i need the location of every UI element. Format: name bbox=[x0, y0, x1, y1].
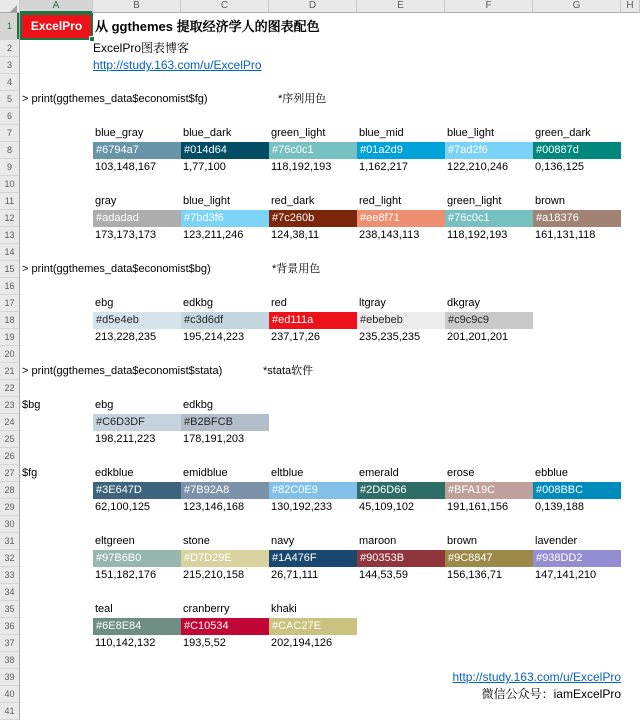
column-header-c[interactable]: C bbox=[181, 0, 269, 13]
row-header-37[interactable]: 37 bbox=[0, 635, 19, 652]
color-swatch-cell[interactable]: #6E8E84 bbox=[93, 618, 181, 635]
color-name-cell[interactable]: ebg bbox=[95, 297, 114, 309]
row-header-15[interactable]: 15 bbox=[0, 261, 19, 278]
color-swatch-cell[interactable]: #7B92A8 bbox=[181, 482, 269, 499]
color-name-cell[interactable]: eltblue bbox=[271, 467, 304, 479]
color-swatch-cell[interactable]: #c3d6df bbox=[181, 312, 269, 329]
color-rgb-cell[interactable]: 118,192,193 bbox=[447, 229, 508, 241]
row-header-31[interactable]: 31 bbox=[0, 533, 19, 550]
color-name-cell[interactable]: ebg bbox=[95, 399, 114, 411]
color-name-cell[interactable]: blue_mid bbox=[359, 127, 404, 139]
column-header-d[interactable]: D bbox=[269, 0, 357, 13]
r-command-line[interactable] bbox=[22, 91, 327, 108]
color-name-cell[interactable]: green_light bbox=[271, 127, 326, 139]
color-swatch-cell[interactable]: #82C0E9 bbox=[269, 482, 357, 499]
color-rgb-cell[interactable]: 26,71,111 bbox=[271, 569, 319, 581]
row-header-38[interactable]: 38 bbox=[0, 652, 19, 669]
color-name-cell[interactable]: stone bbox=[183, 535, 210, 547]
color-swatch-cell[interactable]: #1A476F bbox=[269, 550, 357, 567]
color-swatch-cell[interactable]: #008BBC bbox=[533, 482, 621, 499]
select-all-button[interactable] bbox=[0, 0, 20, 13]
color-swatch-cell[interactable]: #97B6B0 bbox=[93, 550, 181, 567]
color-rgb-cell[interactable]: 124,38,11 bbox=[271, 229, 320, 241]
row-header-24[interactable]: 24 bbox=[0, 414, 19, 431]
color-rgb-cell[interactable]: 201,201,201 bbox=[447, 331, 509, 343]
color-rgb-cell[interactable]: 45,109,102 bbox=[359, 501, 415, 513]
color-swatch-cell[interactable]: #d5e4eb bbox=[93, 312, 181, 329]
color-name-cell[interactable]: brown bbox=[447, 535, 477, 547]
color-swatch-cell[interactable]: #ed111a bbox=[269, 312, 357, 329]
color-swatch-cell[interactable]: #76c0c1 bbox=[445, 210, 533, 227]
row-header-16[interactable]: 16 bbox=[0, 278, 19, 295]
row-header-4[interactable]: 4 bbox=[0, 74, 19, 91]
color-rgb-cell[interactable]: 191,161,156 bbox=[447, 501, 509, 513]
color-name-cell[interactable]: gray bbox=[95, 195, 117, 207]
row-header-9[interactable]: 9 bbox=[0, 159, 19, 176]
color-name-cell[interactable]: edkblue bbox=[95, 467, 134, 479]
color-name-cell[interactable]: lavender bbox=[535, 535, 578, 547]
color-name-cell[interactable]: emidblue bbox=[183, 467, 228, 479]
row-header-32[interactable]: 32 bbox=[0, 550, 19, 567]
color-swatch-cell[interactable]: #00887d bbox=[533, 142, 621, 159]
color-name-cell[interactable]: erose bbox=[447, 467, 475, 479]
color-rgb-cell[interactable]: 238,143,113 bbox=[359, 229, 420, 241]
row-header-6[interactable]: 6 bbox=[0, 108, 19, 125]
color-swatch-cell[interactable]: #CAC27E bbox=[269, 618, 357, 635]
color-name-cell[interactable]: edkbg bbox=[183, 399, 213, 411]
color-swatch-cell[interactable]: #90353B bbox=[357, 550, 445, 567]
color-name-cell[interactable]: blue_gray bbox=[95, 127, 144, 139]
group-label-cell[interactable]: $fg bbox=[22, 467, 38, 479]
row-header-10[interactable]: 10 bbox=[0, 176, 19, 193]
color-swatch-cell[interactable]: #7c260b bbox=[269, 210, 357, 227]
color-swatch-cell[interactable]: #ebebeb bbox=[357, 312, 445, 329]
cell-a1-excelpro-badge[interactable]: ExcelPro bbox=[20, 13, 93, 40]
color-swatch-cell[interactable]: #7ad2f6 bbox=[445, 142, 533, 159]
row-header-25[interactable]: 25 bbox=[0, 431, 19, 448]
color-rgb-cell[interactable]: 0,136,125 bbox=[535, 161, 584, 173]
row-header-14[interactable]: 14 bbox=[0, 244, 19, 261]
color-rgb-cell[interactable]: 103,148,167 bbox=[95, 161, 157, 173]
group-label-cell[interactable]: $bg bbox=[22, 399, 41, 411]
color-swatch-cell[interactable]: #D7D29E bbox=[181, 550, 269, 567]
color-name-cell[interactable]: red_dark bbox=[271, 195, 315, 207]
blog-hyperlink[interactable]: http://study.163.com/u/ExcelPro bbox=[93, 58, 262, 72]
column-header-a[interactable]: A bbox=[20, 0, 93, 13]
row-header-3[interactable]: 3 bbox=[0, 57, 19, 74]
row-header-5[interactable]: 5 bbox=[0, 91, 19, 108]
row-header-7[interactable]: 7 bbox=[0, 125, 19, 142]
color-name-cell[interactable]: edkbg bbox=[183, 297, 213, 309]
color-swatch-cell[interactable]: #9C8847 bbox=[445, 550, 533, 567]
r-command-text: > print(ggthemes_data$economist$bg) bbox=[22, 263, 211, 275]
color-name-cell[interactable]: blue_dark bbox=[183, 127, 232, 139]
row-header-39[interactable]: 39 bbox=[0, 669, 19, 686]
row-header-30[interactable]: 30 bbox=[0, 516, 19, 533]
color-swatch-cell[interactable]: #c9c9c9 bbox=[445, 312, 533, 329]
row-header-36[interactable]: 36 bbox=[0, 618, 19, 635]
color-rgb-cell[interactable]: 213,228,235 bbox=[95, 331, 157, 343]
r-command-comment: *背景用色 bbox=[272, 263, 321, 275]
wechat-account-cell[interactable]: 微信公众号：iamExcelPro bbox=[481, 687, 621, 701]
row-header-12[interactable]: 12 bbox=[0, 210, 19, 227]
row-header-26[interactable]: 26 bbox=[0, 448, 19, 465]
color-name-cell[interactable]: green_dark bbox=[535, 127, 591, 139]
color-rgb-cell[interactable]: 173,173,173 bbox=[95, 229, 157, 241]
row-header-8[interactable]: 8 bbox=[0, 142, 19, 159]
row-header-19[interactable]: 19 bbox=[0, 329, 19, 346]
color-name-cell[interactable]: cranberry bbox=[183, 603, 230, 615]
color-rgb-cell[interactable]: 195,214,223 bbox=[183, 331, 245, 343]
color-name-cell[interactable]: teal bbox=[95, 603, 113, 615]
color-name-cell[interactable]: blue_light bbox=[447, 127, 495, 139]
r-command-line[interactable] bbox=[22, 261, 321, 278]
color-name-cell[interactable]: emerald bbox=[359, 467, 399, 479]
row-header-35[interactable]: 35 bbox=[0, 601, 19, 618]
color-name-cell[interactable]: blue_light bbox=[183, 195, 231, 207]
row-header-22[interactable]: 22 bbox=[0, 380, 19, 397]
row-header-17[interactable]: 17 bbox=[0, 295, 19, 312]
r-command-text: > print(ggthemes_data$economist$stata) bbox=[22, 365, 223, 377]
row-header-34[interactable]: 34 bbox=[0, 584, 19, 601]
color-rgb-cell[interactable]: 0,139,188 bbox=[535, 501, 584, 513]
color-rgb-cell[interactable]: 123,211,246 bbox=[183, 229, 244, 241]
color-swatch-cell[interactable]: #938DD2 bbox=[533, 550, 621, 567]
color-rgb-cell[interactable]: 237,17,26 bbox=[271, 331, 320, 343]
r-command-comment: *stata软件 bbox=[263, 365, 314, 377]
row-header-11[interactable]: 11 bbox=[0, 193, 19, 210]
sheet-title[interactable]: 从 ggthemes 提取经济学人的图表配色 bbox=[95, 19, 320, 34]
color-name-cell[interactable]: dkgray bbox=[447, 297, 481, 309]
color-swatch-cell[interactable]: #01a2d9 bbox=[357, 142, 445, 159]
color-rgb-cell[interactable]: 130,192,233 bbox=[271, 501, 333, 513]
color-name-cell[interactable]: green_light bbox=[447, 195, 502, 207]
color-rgb-cell[interactable]: 147,141,210 bbox=[535, 569, 597, 581]
color-swatch-cell[interactable]: #76c0c1 bbox=[269, 142, 357, 159]
color-name-cell[interactable]: maroon bbox=[359, 535, 397, 547]
row-header-21[interactable]: 21 bbox=[0, 363, 19, 380]
row-header-29[interactable]: 29 bbox=[0, 499, 19, 516]
color-swatch-cell[interactable]: #C10534 bbox=[181, 618, 269, 635]
r-command-line[interactable] bbox=[22, 363, 314, 380]
color-swatch-cell[interactable]: #B2BFCB bbox=[181, 414, 269, 431]
color-rgb-cell[interactable]: 144,53,59 bbox=[359, 569, 408, 581]
color-rgb-cell[interactable]: 202,194,126 bbox=[271, 637, 333, 649]
color-swatch-cell[interactable]: #a18376 bbox=[533, 210, 621, 227]
row-header-20[interactable]: 20 bbox=[0, 346, 19, 363]
color-swatch-cell[interactable]: #014d64 bbox=[181, 142, 269, 159]
color-rgb-cell[interactable]: 1,162,217 bbox=[359, 161, 408, 173]
row-header-1[interactable]: 1 bbox=[0, 13, 19, 40]
row-header-28[interactable]: 28 bbox=[0, 482, 19, 499]
r-command-text: > print(ggthemes_data$economist$fg) bbox=[22, 93, 208, 105]
color-rgb-cell[interactable]: 178,191,203 bbox=[183, 433, 245, 445]
row-header-27[interactable]: 27 bbox=[0, 465, 19, 482]
row-header-bar bbox=[0, 13, 20, 720]
row-header-23[interactable]: 23 bbox=[0, 397, 19, 414]
select-all-triangle-icon bbox=[10, 5, 17, 12]
color-swatch-cell[interactable]: #3E647D bbox=[93, 482, 181, 499]
column-header-e[interactable]: E bbox=[357, 0, 445, 13]
row-header-40[interactable]: 40 bbox=[0, 686, 19, 703]
color-swatch-cell[interactable]: #BFA19C bbox=[445, 482, 533, 499]
color-rgb-cell[interactable]: 198,211,223 bbox=[95, 433, 156, 445]
color-rgb-cell[interactable]: 151,182,176 bbox=[95, 569, 157, 581]
color-name-cell[interactable]: brown bbox=[535, 195, 565, 207]
color-name-cell[interactable]: red bbox=[271, 297, 287, 309]
color-rgb-cell[interactable]: 193,5,52 bbox=[183, 637, 226, 649]
row-header-41[interactable]: 41 bbox=[0, 703, 19, 720]
column-header-h[interactable]: H bbox=[621, 0, 640, 13]
color-rgb-cell[interactable]: 123,146,168 bbox=[183, 501, 245, 513]
column-header-b[interactable]: B bbox=[93, 0, 181, 13]
color-swatch-cell[interactable]: #C6D3DF bbox=[93, 414, 181, 431]
color-rgb-cell[interactable]: 118,192,193 bbox=[271, 161, 332, 173]
color-rgb-cell[interactable]: 62,100,125 bbox=[95, 501, 151, 513]
grid-body bbox=[20, 13, 640, 720]
color-swatch-cell[interactable]: #adadad bbox=[93, 210, 181, 227]
color-name-cell[interactable]: red_light bbox=[359, 195, 402, 207]
column-header-f[interactable]: F bbox=[445, 0, 533, 13]
color-name-cell[interactable]: ltgray bbox=[359, 297, 386, 309]
row-header-13[interactable]: 13 bbox=[0, 227, 19, 244]
r-command-comment: *序列用色 bbox=[278, 93, 327, 105]
color-name-cell[interactable]: ebblue bbox=[535, 467, 569, 479]
color-name-cell[interactable]: navy bbox=[271, 535, 295, 547]
color-name-cell[interactable]: eltgreen bbox=[95, 535, 135, 547]
column-header-g[interactable]: G bbox=[533, 0, 621, 13]
color-rgb-cell[interactable]: 1,77,100 bbox=[183, 161, 226, 173]
row-header-2[interactable]: 2 bbox=[0, 40, 19, 57]
color-swatch-cell[interactable]: #6794a7 bbox=[93, 142, 181, 159]
row-header-18[interactable]: 18 bbox=[0, 312, 19, 329]
color-rgb-cell[interactable]: 215,210,158 bbox=[183, 569, 245, 581]
footer-hyperlink[interactable]: http://study.163.com/u/ExcelPro bbox=[452, 670, 621, 684]
color-swatch-cell[interactable]: #2D6D66 bbox=[357, 482, 445, 499]
blog-name-cell[interactable]: ExcelPro图表博客 bbox=[93, 41, 190, 55]
color-rgb-cell[interactable]: 235,235,235 bbox=[359, 331, 421, 343]
color-rgb-cell[interactable]: 156,136,71 bbox=[447, 569, 503, 581]
color-rgb-cell[interactable]: 122,210,246 bbox=[447, 161, 509, 173]
color-swatch-cell[interactable]: #7bd3f6 bbox=[181, 210, 269, 227]
column-header-bar bbox=[0, 0, 640, 13]
color-swatch-cell[interactable]: #ee8f71 bbox=[357, 210, 445, 227]
color-rgb-cell[interactable]: 161,131,118 bbox=[535, 229, 596, 241]
row-header-33[interactable]: 33 bbox=[0, 567, 19, 584]
color-rgb-cell[interactable]: 110,142,132 bbox=[95, 637, 156, 649]
color-name-cell[interactable]: khaki bbox=[271, 603, 297, 615]
